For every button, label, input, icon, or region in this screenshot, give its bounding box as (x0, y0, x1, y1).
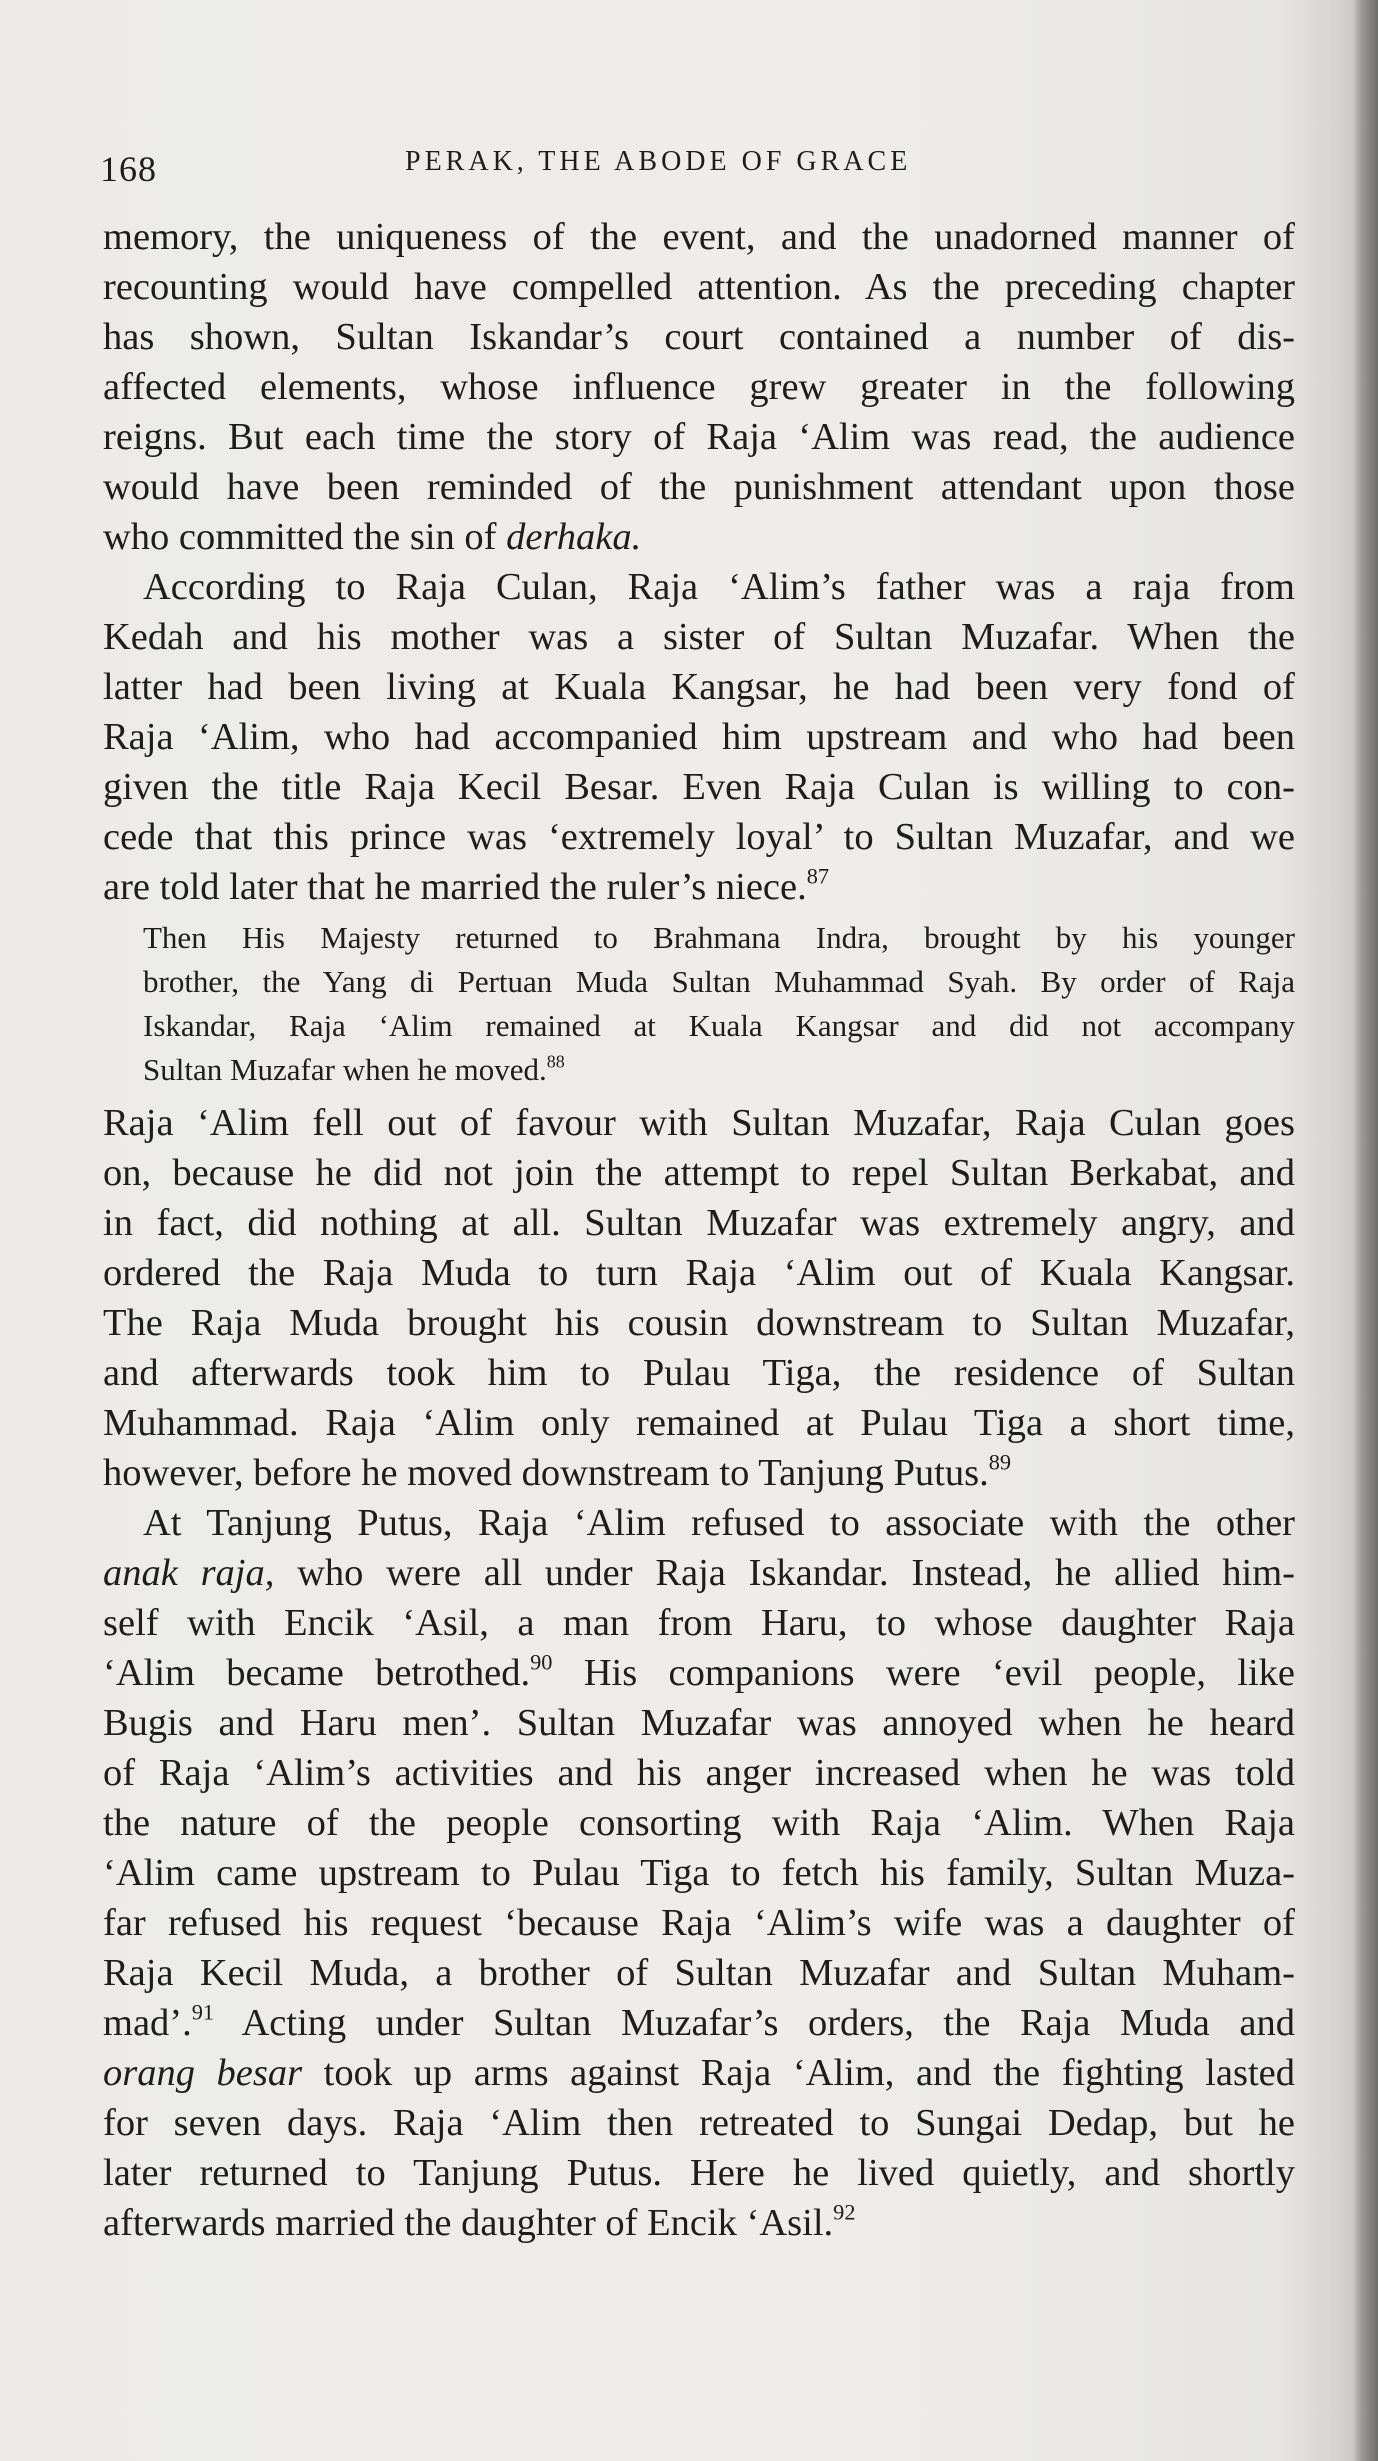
page-number: 168 (100, 149, 157, 189)
text-line: for seven days. Raja ‘Alim then retreated to Sungai Dedap, but he (103, 2102, 1295, 2144)
quote-line: Iskandar, Raja ‘Alim remained at Kuala Kangsar and did not accompany (143, 1008, 1295, 1043)
text-line: of Raja ‘Alim’s activities and his anger increased when he was told (103, 1752, 1295, 1794)
text-line: the nature of the people consorting with Raja ‘Alim. When Raja (103, 1802, 1295, 1844)
paragraph-3 (103, 1098, 1295, 1498)
page-header (100, 140, 1300, 190)
footnote-ref-88: 88 (546, 1051, 565, 1072)
text-run: afterwards married the daughter of Encik ‘Asil. (103, 2202, 834, 2244)
text-line: Kedah and his mother was a sister of Sultan Muzafar. When the (103, 616, 1295, 658)
text-line: ‘Alim came upstream to Pulau Tiga to fetch his family, Sultan Muza- (103, 1852, 1295, 1894)
text-run: are told later that he married the ruler’s niece. (103, 866, 807, 908)
text-line: given the title Raja Kecil Besar. Even Raja Culan is willing to con- (103, 766, 1295, 808)
text-line (103, 862, 1295, 912)
italic-term: orang besar (103, 2052, 303, 2094)
paragraph-4 (103, 1498, 1295, 2248)
binding-gutter (1352, 0, 1378, 2461)
text-line (103, 1548, 1295, 1598)
text-line: Raja Kecil Muda, a brother of Sultan Muzafar and Sultan Muham- (103, 1952, 1295, 1994)
text-run: ‘Alim became betrothed. (103, 1652, 531, 1694)
italic-term: derhaka. (506, 516, 642, 558)
quote-line: brother, the Yang di Pertuan Muda Sultan Muhammad Syah. By order of Raja (143, 964, 1295, 999)
text-line (103, 2048, 1295, 2098)
paragraph-1 (103, 212, 1295, 562)
paragraph-2 (103, 562, 1295, 912)
text-line: The Raja Muda brought his cousin downstream to Sultan Muzafar, (103, 1302, 1295, 1344)
footnote-ref-91: 91 (191, 1999, 215, 2025)
text-line: Raja ‘Alim, who had accompanied him upstream and who had been (103, 716, 1295, 758)
text-line: cede that this prince was ‘extremely loyal’ to Sultan Muzafar, and we (103, 816, 1295, 858)
footnote-ref-90: 90 (530, 1649, 553, 1675)
text-line: Bugis and Haru men’. Sultan Muzafar was annoyed when he heard (103, 1702, 1295, 1744)
text-line (103, 2198, 1295, 2248)
footnote-ref-89: 89 (988, 1449, 1012, 1475)
text-run: who committed the sin of (103, 516, 507, 558)
text-line: and afterwards took him to Pulau Tiga, the residence of Sultan (103, 1352, 1295, 1394)
text-line: later returned to Tanjung Putus. Here he lived quietly, and shortly (103, 2152, 1295, 2194)
text-line (103, 1448, 1295, 1498)
text-line: latter had been living at Kuala Kangsar, he had been very fond of (103, 666, 1295, 708)
text-line (103, 1998, 1295, 2048)
footnote-ref-87: 87 (806, 863, 830, 889)
text-line: affected elements, whose influence grew greater in the following (103, 366, 1295, 408)
text-line: recounting would have compelled attention. As the preceding chapter (103, 266, 1295, 308)
text-line: Muhammad. Raja ‘Alim only remained at Pulau Tiga a short time, (103, 1402, 1295, 1444)
text-line: on, because he did not join the attempt to repel Sultan Berkabat, and (103, 1152, 1295, 1194)
block-quote (103, 916, 1295, 1092)
quote-line (143, 1048, 1295, 1092)
text-line: self with Encik ‘Asil, a man from Haru, to whose daughter Raja (103, 1602, 1295, 1644)
text-line: Raja ‘Alim fell out of favour with Sultan Muzafar, Raja Culan goes (103, 1102, 1295, 1144)
text-line: in fact, did nothing at all. Sultan Muzafar was extremely angry, and (103, 1202, 1295, 1244)
text-run: took up arms against Raja ‘Alim, and the fighting lasted (302, 2052, 1295, 2094)
text-run: mad’. (103, 2002, 192, 2044)
footnote-ref-92: 92 (833, 2199, 856, 2225)
text-line: ordered the Raja Muda to turn Raja ‘Alim out of Kuala Kangsar. (103, 1252, 1295, 1294)
italic-term: anak raja, (103, 1552, 275, 1594)
text-run: however, before he moved downstream to Tanjung Putus. (103, 1452, 989, 1494)
body-text (103, 212, 1295, 2248)
text-run: who were all under Raja Iskandar. Instead, he allied him- (274, 1552, 1295, 1594)
text-line (103, 1648, 1295, 1698)
text-line: reigns. But each time the story of Raja ‘Alim was read, the audience (103, 416, 1295, 458)
text-run: Acting under Sultan Muzafar’s orders, the Raja Muda and (214, 2002, 1295, 2044)
text-run: Sultan Muzafar when he moved. (143, 1052, 547, 1087)
text-line (103, 512, 1295, 562)
text-line: At Tanjung Putus, Raja ‘Alim refused to associate with the other (143, 1502, 1295, 1544)
text-line: would have been reminded of the punishment attendant upon those (103, 466, 1295, 508)
text-line: has shown, Sultan Iskandar’s court contained a number of dis- (103, 316, 1295, 358)
quote-line: Then His Majesty returned to Brahmana Indra, brought by his younger (143, 920, 1295, 955)
text-line: memory, the uniqueness of the event, and the unadorned manner of (103, 216, 1295, 258)
text-run: His companions were ‘evil people, like (552, 1652, 1296, 1694)
text-line: far refused his request ‘because Raja ‘Alim’s wife was a daughter of (103, 1902, 1295, 1944)
running-title: PERAK, THE ABODE OF GRACE (405, 146, 912, 177)
text-line: According to Raja Culan, Raja ‘Alim’s father was a raja from (143, 566, 1295, 608)
